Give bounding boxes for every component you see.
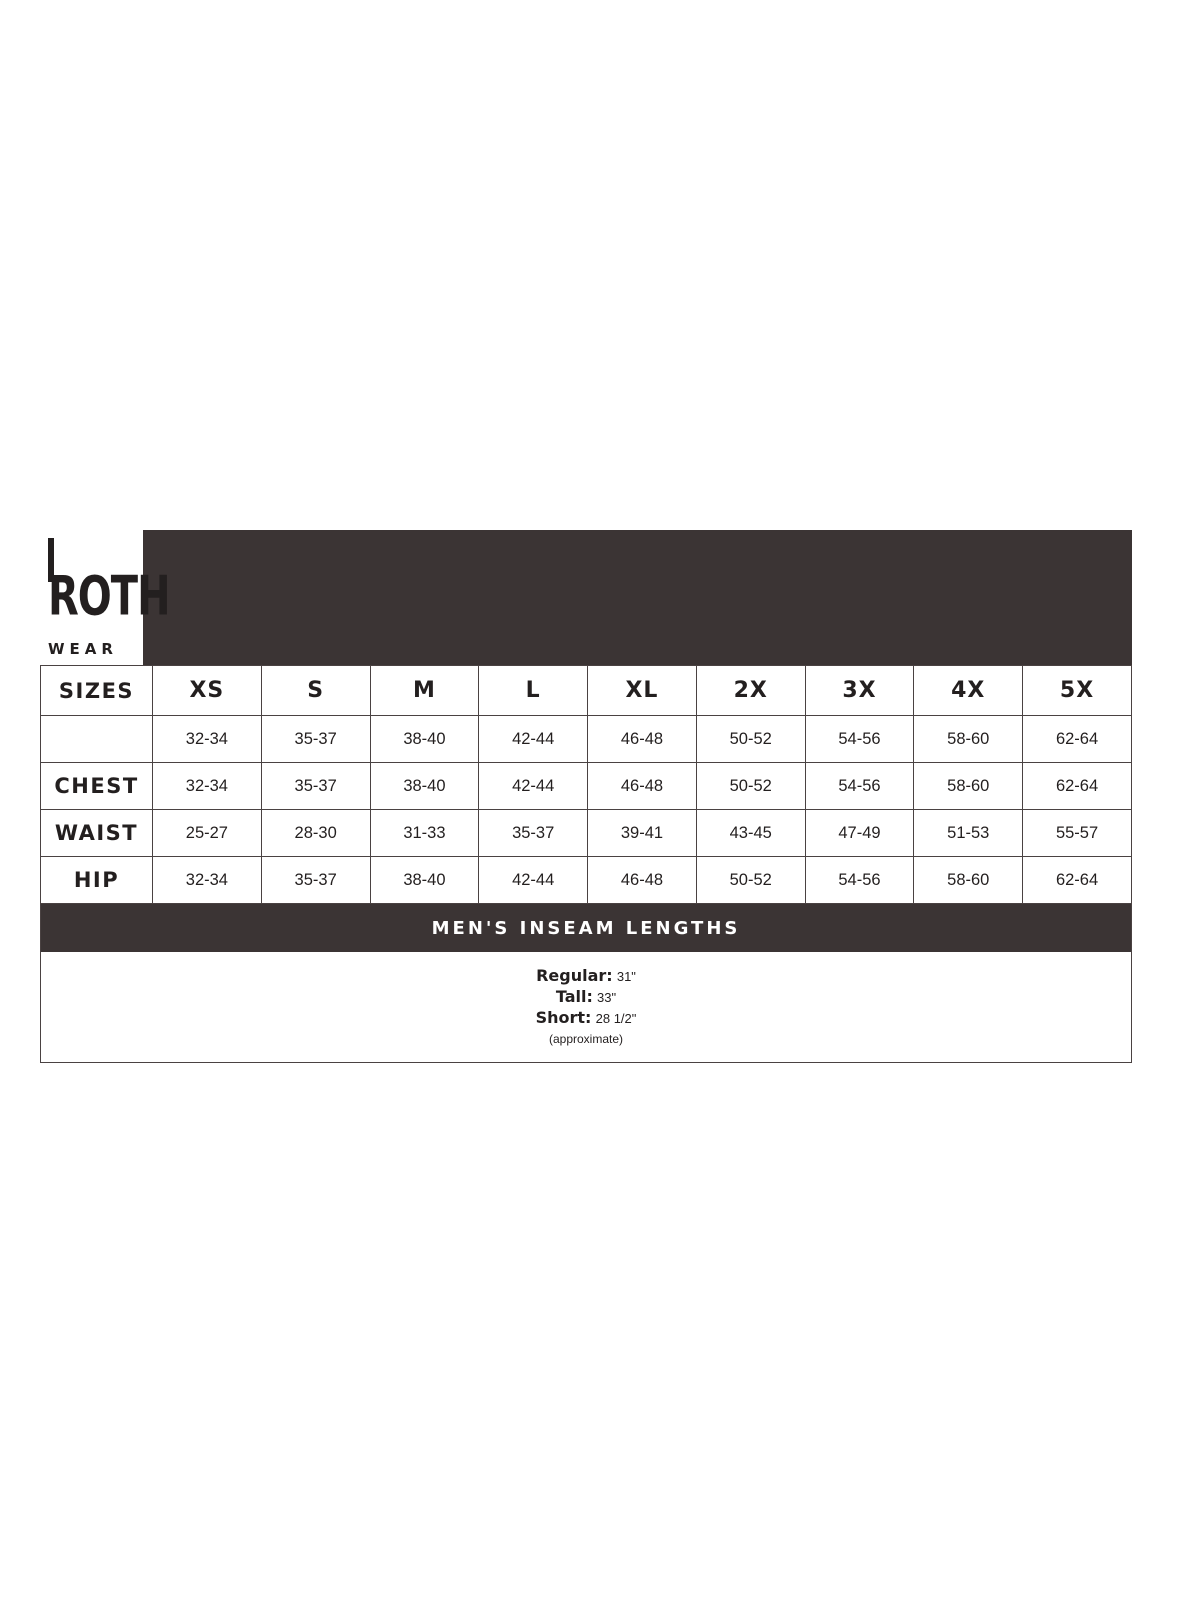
inseam-entry-tall (41, 987, 1131, 1008)
cell-value: 32-34 (153, 716, 262, 763)
cell-value: 32-34 (153, 857, 262, 904)
cell-value: 47-49 (805, 810, 914, 857)
brand-name-secondary: WEAR (48, 640, 118, 658)
column-header-l: L (479, 666, 588, 716)
column-header-3x: 3X (805, 666, 914, 716)
row-label-chest: CHEST (41, 763, 153, 810)
brand-header-band (40, 530, 1132, 665)
column-header-sizes: SIZES (41, 666, 153, 716)
cell-value: 50-52 (696, 857, 805, 904)
cell-value: 46-48 (588, 763, 697, 810)
brand-name-primary: ROTH (48, 565, 170, 629)
cell-value: 62-64 (1023, 716, 1132, 763)
table-row (41, 857, 1132, 904)
inseam-value: 33" (597, 990, 617, 1005)
cell-value: 39-41 (588, 810, 697, 857)
inseam-value: 28 1/2" (595, 1011, 637, 1026)
inseam-entry-regular (41, 966, 1131, 987)
cell-value: 42-44 (479, 716, 588, 763)
cell-value: 25-27 (153, 810, 262, 857)
column-header-m: M (370, 666, 479, 716)
cell-value: 35-37 (261, 857, 370, 904)
cell-value: 31-33 (370, 810, 479, 857)
table-row (41, 763, 1132, 810)
cell-value: 35-37 (479, 810, 588, 857)
cell-value: 54-56 (805, 857, 914, 904)
column-header-s: S (261, 666, 370, 716)
cell-value: 46-48 (588, 857, 697, 904)
cell-value: 32-34 (153, 763, 262, 810)
column-header-4x: 4X (914, 666, 1023, 716)
cell-value: 35-37 (261, 716, 370, 763)
inseam-section-body (40, 952, 1132, 1063)
brand-logo (40, 530, 170, 665)
column-header-2x: 2X (696, 666, 805, 716)
cell-value: 55-57 (1023, 810, 1132, 857)
cell-value: 58-60 (914, 857, 1023, 904)
inseam-note: (approximate) (548, 1032, 624, 1046)
cell-value: 51-53 (914, 810, 1023, 857)
table-header-row (41, 666, 1132, 716)
cell-value: 50-52 (696, 763, 805, 810)
table-row (41, 810, 1132, 857)
row-label-waist: WAIST (41, 810, 153, 857)
cell-value: 28-30 (261, 810, 370, 857)
column-header-xs: XS (153, 666, 262, 716)
column-header-xl: XL (588, 666, 697, 716)
row-label (41, 716, 153, 763)
measurements-table (40, 665, 1132, 904)
inseam-entry-short (41, 1008, 1131, 1029)
cell-value: 35-37 (261, 763, 370, 810)
table-row (41, 716, 1132, 763)
inseam-label: Regular: (536, 966, 613, 985)
cell-value: 50-52 (696, 716, 805, 763)
cell-value: 62-64 (1023, 763, 1132, 810)
cell-value: 42-44 (479, 763, 588, 810)
size-chart (40, 530, 1132, 1063)
cell-value: 54-56 (805, 716, 914, 763)
cell-value: 62-64 (1023, 857, 1132, 904)
cell-value: 42-44 (479, 857, 588, 904)
cell-value: 38-40 (370, 763, 479, 810)
cell-value: 43-45 (696, 810, 805, 857)
row-label-hip: HIP (41, 857, 153, 904)
cell-value: 58-60 (914, 716, 1023, 763)
cell-value: 58-60 (914, 763, 1023, 810)
cell-value: 46-48 (588, 716, 697, 763)
column-header-5x: 5X (1023, 666, 1132, 716)
inseam-label: Short: (535, 1008, 592, 1027)
cell-value: 38-40 (370, 716, 479, 763)
inseam-label: Tall: (555, 987, 593, 1006)
inseam-section-title: MEN'S INSEAM LENGTHS (40, 904, 1132, 952)
cell-value: 38-40 (370, 857, 479, 904)
cell-value: 54-56 (805, 763, 914, 810)
inseam-value: 31" (616, 969, 636, 984)
